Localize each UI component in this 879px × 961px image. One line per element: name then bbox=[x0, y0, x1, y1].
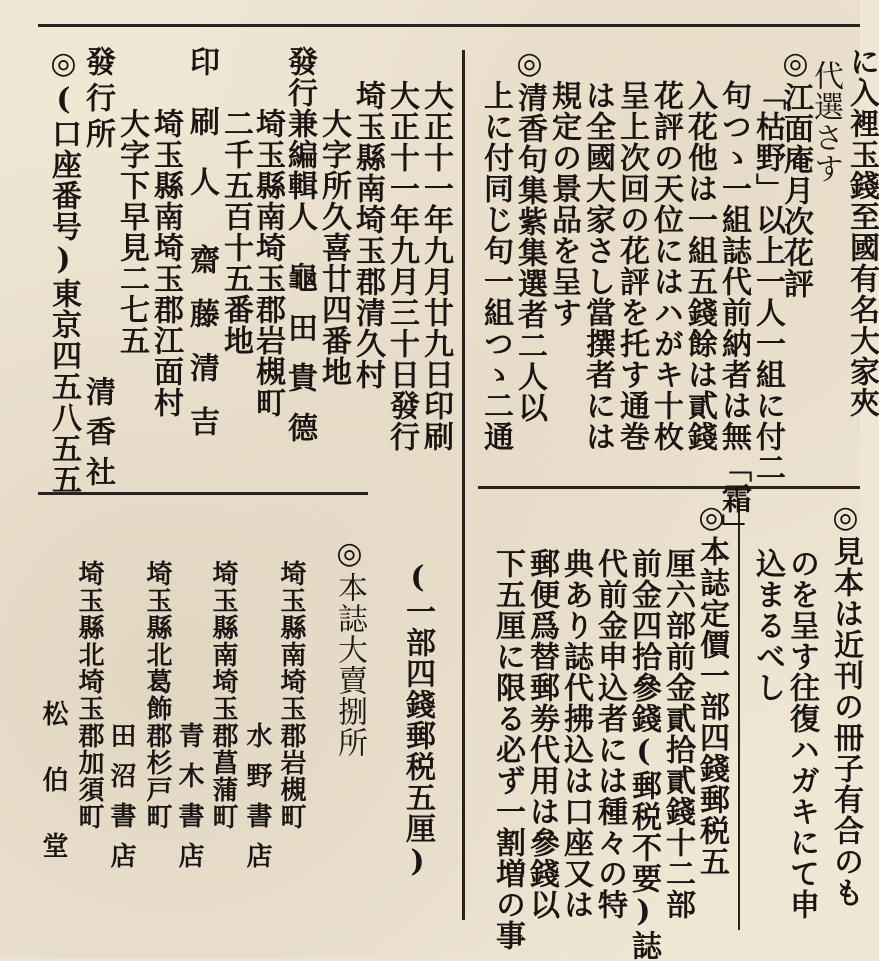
sales-agents-title: ◎本誌大賣捌所 bbox=[332, 536, 367, 758]
top-right-col-10: 規定の景品を呈す bbox=[546, 80, 581, 328]
printer-name: 齋藤清吉 bbox=[184, 244, 219, 460]
price-line-5: 典あり誌代拂込は口座又は bbox=[558, 548, 593, 920]
top-right-col-4: 「枯野」以上一人一組に付二 bbox=[750, 80, 785, 483]
price-line-6: 郵便爲替郵劵代用は參錢以 bbox=[524, 548, 559, 920]
office-address-2: 大字下早見二七五 bbox=[114, 108, 149, 356]
shop-3-name: 田沼書店 bbox=[106, 722, 136, 882]
right-mid-rule bbox=[478, 486, 860, 489]
top-right-col-12: 上に付同じ句一組つゝ二通 bbox=[478, 80, 513, 452]
shop-4-name: 松伯堂 bbox=[38, 700, 68, 898]
price-line-1: ◎本誌定價一部四錢郵税五 bbox=[694, 500, 729, 877]
publisher-address: 埼玉縣南埼玉郡清久村 bbox=[350, 80, 385, 390]
shop-3-address: 埼玉縣北葛飾郡杉戸町 bbox=[142, 560, 172, 830]
shop-1-name: 水野書店 bbox=[242, 722, 272, 882]
price-line-4: 代前金申込者には種々の特 bbox=[592, 548, 627, 920]
office-name: 清香社 bbox=[80, 376, 115, 496]
printer-address-2: 二千五百十五番地 bbox=[218, 108, 253, 356]
top-right-col-9: は全國大家さし當撰者には bbox=[580, 80, 615, 452]
issued-date: 大正十一年九月三十日發行 bbox=[384, 80, 419, 452]
printed-date: 大正十一年九月廿九日印刷 bbox=[418, 80, 453, 452]
sample-notice-1: ◎見本は近刊の冊子有合のも bbox=[828, 500, 863, 908]
printer-address: 埼玉縣南埼玉郡岩槻町 bbox=[250, 108, 285, 418]
publisher-address-2: 大字所久喜廿四番地 bbox=[316, 108, 351, 387]
shop-1-address: 埼玉縣南埼玉郡岩槻町 bbox=[276, 560, 306, 830]
top-rule bbox=[38, 24, 860, 27]
top-right-col-3: ◎江面庵月次花評 bbox=[778, 46, 813, 299]
top-right-col-5: 句つゝ一組誌代前納者は無「霜」 bbox=[716, 80, 751, 545]
price-line-7: 下五厘に限る必ず一割増の事 bbox=[490, 548, 525, 951]
vertical-divider bbox=[462, 50, 465, 920]
top-right-col-7: 花評の天位にはハがキ十枚 bbox=[648, 80, 683, 452]
office-address: 埼玉縣南埼玉郡江面村 bbox=[148, 108, 183, 418]
printer-label: 印刷人 bbox=[184, 46, 219, 226]
sample-notice-2: のを呈す往復ハガキにて申 bbox=[784, 548, 819, 920]
top-right-col-11: ◎清香句集紫集選者二人以 bbox=[512, 46, 547, 423]
sample-notice-3: 込まるべし bbox=[750, 548, 785, 703]
bottom-right-divider bbox=[738, 500, 740, 930]
top-right-col-2: 代選さす bbox=[808, 60, 843, 184]
publisher-label: 發行兼編輯人 bbox=[282, 46, 317, 232]
top-right-col-6: 入花他は一組五錢餘は貳錢 bbox=[682, 80, 717, 452]
top-right-col-8: 呈上次回の花評を托す通巻 bbox=[614, 80, 649, 452]
office-label: 發行所 bbox=[80, 46, 115, 154]
publisher-name: 龜田貴德 bbox=[282, 262, 317, 462]
price-note: (一部四錢郵税五厘) bbox=[400, 560, 435, 880]
shop-4-address: 埼玉縣北埼玉郡加須町 bbox=[74, 560, 104, 830]
shop-2-address: 埼玉縣南埼玉郡菖蒲町 bbox=[208, 560, 238, 830]
price-line-2: 厘六部前金貳拾貳錢十二部 bbox=[660, 548, 695, 920]
top-right-col-1: に入裡玉錢至國有名大家夾 bbox=[844, 46, 879, 418]
account-number: ◎(口座番号)東京四五八五五 bbox=[46, 46, 81, 495]
price-line-3: 前金四拾參錢(郵税不要)誌 bbox=[626, 548, 661, 961]
shop-2-name: 青木書店 bbox=[174, 722, 204, 882]
